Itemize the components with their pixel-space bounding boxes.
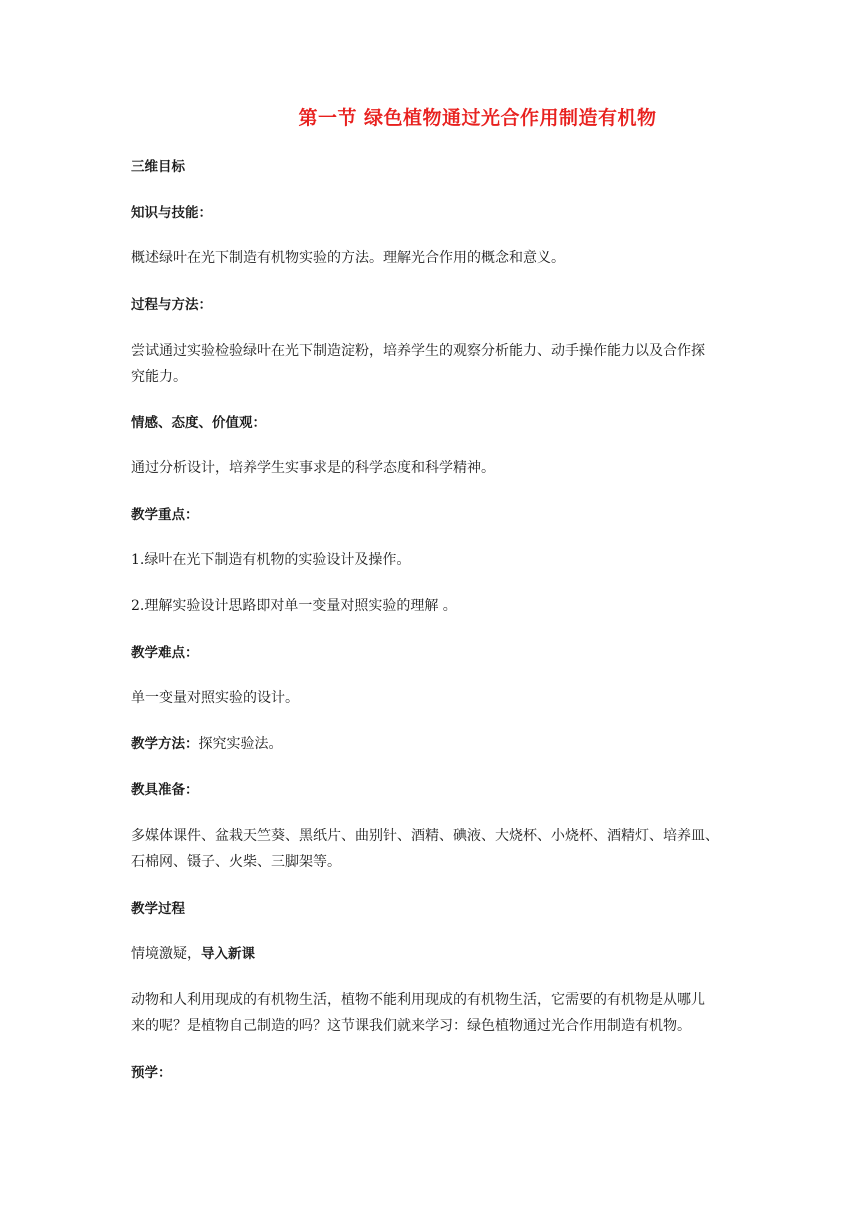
heading-knowledge-skills: 知识与技能： xyxy=(131,205,212,221)
key-point-item-1: 1.绿叶在光下制造有机物的实验设计及操作。 xyxy=(131,552,411,568)
intro-line xyxy=(131,942,751,967)
heading-teaching-process: 教学过程 xyxy=(131,901,185,917)
intro-prefix: 情境激疑， xyxy=(131,946,201,962)
teaching-method-label: 教学方法： xyxy=(131,736,199,752)
intro-text-line1: 动物和人利用现成的有机物生活，植物不能利用现成的有机物生活，它需要的有机物是从哪儿 xyxy=(131,992,705,1008)
teaching-method-line xyxy=(131,732,751,757)
heading-materials: 教具准备： xyxy=(131,782,199,798)
intro-text-line2: 来的呢？是植物自己制造的吗？这节课我们就来学习：绿色植物通过光合作用制造有机物。 xyxy=(131,1018,691,1034)
text-knowledge-skills: 概述绿叶在光下制造有机物实验的方法。理解光合作用的概念和意义。 xyxy=(131,250,565,266)
heading-prestudy: 预学： xyxy=(131,1065,172,1081)
text-emotion-attitude: 通过分析设计，培养学生实事求是的科学态度和科学精神。 xyxy=(131,460,495,476)
teaching-method-value: 探究实验法。 xyxy=(198,736,283,752)
intro-bold: 导入新课 xyxy=(201,946,255,962)
text-process-method-line2: 究能力。 xyxy=(131,369,187,385)
page-title: 第一节 绿色植物通过光合作用制造有机物 xyxy=(298,107,657,129)
text-materials-line2: 石棉网、镊子、火柴、三脚架等。 xyxy=(131,854,341,870)
text-process-method-line1: 尝试通过实验检验绿叶在光下制造淀粉，培养学生的观察分析能力、动手操作能力以及合作探 xyxy=(131,343,705,359)
heading-key-points: 教学重点： xyxy=(131,507,199,523)
heading-process-method: 过程与方法： xyxy=(131,297,212,313)
heading-emotion-attitude: 情感、态度、价值观： xyxy=(131,415,266,431)
text-materials-line1: 多媒体课件、盆栽天竺葵、黑纸片、曲别针、酒精、碘液、大烧杯、小烧杯、酒精灯、培养皿、 xyxy=(131,828,719,844)
text-difficulties: 单一变量对照实验的设计。 xyxy=(131,690,299,706)
section-heading-goals: 三维目标 xyxy=(131,159,185,175)
heading-difficulties: 教学难点： xyxy=(131,645,199,661)
key-point-item-2: 2.理解实验设计思路即对单一变量对照实验的理解 。 xyxy=(131,598,457,614)
